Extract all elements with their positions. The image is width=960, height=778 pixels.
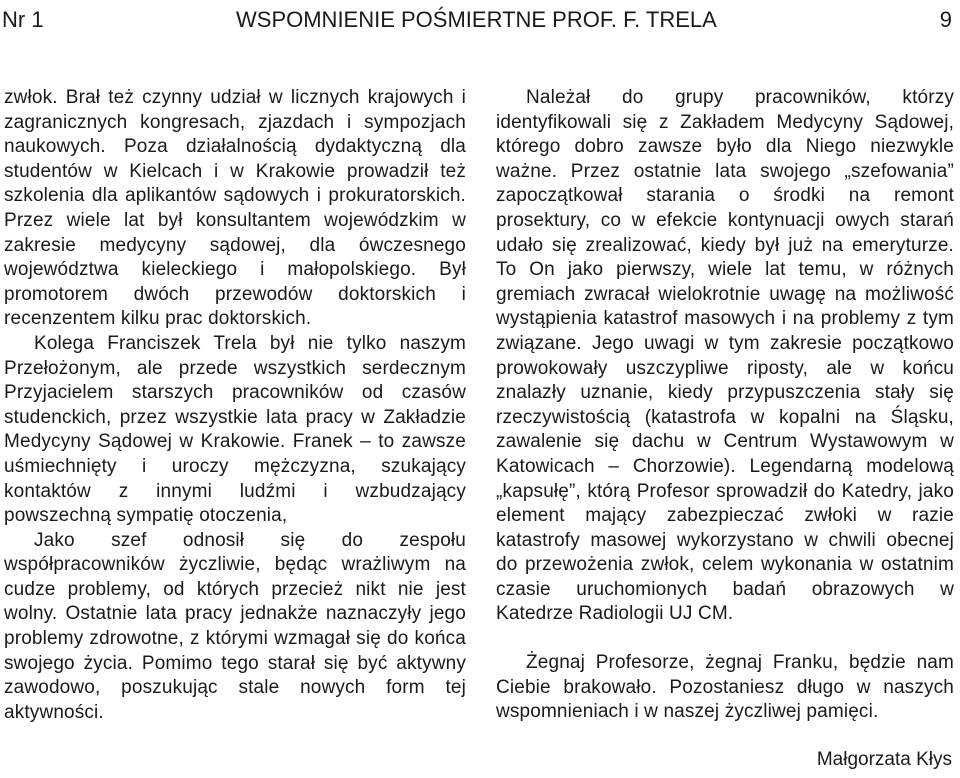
left-paragraph-1: zwłok. Brał też czynny udział w licznych krajowych i zagranicznych kongresach, zjazdach i sympozjach naukowych. Poza działalnością dydaktyczną dla studentów w Kielcach i w Krakowie prowadził też szkolenia dla aplikantów sądowych i prokuratorskich. Przez wiele lat był konsultantem wojewódzkim w zakresie medycyny sądowej, dla ówczesnego województwa kieleckiego i małopolskiego. Był promotorem dwóch przewodów doktorskich i recenzentem kilku prac doktorskich. [4, 87, 466, 330]
left-paragraph-3: Jako szef odnosił się do zespołu współpracowników życzliwie, będąc wrażliwym na cudze problemy, od których przecież nikt nie jest wolny. Ostatnie lata pracy jednakże naznaczyły jego problemy zdrowotne, z którymi wzmagał się do końca swojego życia. Pomimo tego starał się być aktywny zawodowo, poszukując stale nowych form tej aktywności. [4, 529, 466, 723]
author-signature: Małgorzata Kłys [816, 749, 952, 770]
section-title: WSPOMNIENIE POŚMIERTNE PROF. F. TRELA [236, 7, 717, 32]
right-column [496, 86, 954, 725]
right-paragraph-1: Należał do grupy pracowników, którzy identyfikowali się z Zakładem Medycyny Sądowej, którego dobro zawsze było dla Niego niezwykle ważne. Przez ostatnie lata swojego „szefowania” zapoczątkował starania o środki na remont prosektury, co w efekcie kontynuacji owych starań udało się zrealizować, kiedy był już na emeryturze. To On jako pierwszy, wiele lat temu, w różnych gremiach zwracał wielokrotnie uwagę na możliwość wystąpienia katastrof masowych i na problemy z tym związane. Jego uwagi w tym zakresie początkowo prowokowały uszczypliwe riposty, ale w końcu znalazły uznanie, kiedy przypuszczenia stały się rzeczywistością (katastrofa w kopalni na Śląsku, zawalenie się dachu w Centrum Wystawowym w Katowicach – Chorzowie). Legendarną modelową „kapsułę”, którą Profesor sprowadził do Katedry, jako element mający zabezpieczać zwłoki w razie katastrofy masowej wykorzystano w chwili obecnej do przewożenia zwłok, celem wykonania w ostatnim czasie uruchomionych badań obrazowych w Katedrze Radiologii UJ CM. [496, 87, 954, 625]
left-paragraph-2: Kolega Franciszek Trela był nie tylko naszym Przełożonym, ale przede wszystkich serdecznym Przyjacielem starszych pracowników od czasów studenckich, przez wszystkie lata pracy w Zakładzie Medycyny Sądowej w Krakowie. Franek – to zawsze uśmiechnięty i uroczy mężczyzna, szukający kontaktów z innymi ludźmi i wzbudzający powszechną sympatię otoczenia, [4, 332, 466, 527]
farewell-paragraph: Żegnaj Profesorze, żegnaj Franku, będzie nam Ciebie brakowało. Pozostaniesz długo w naszych wspomnieniach i w naszej życzliwej pamięci. [496, 652, 954, 723]
page-header [2, 4, 952, 36]
page-number: 9 [939, 7, 952, 32]
issue-number: Nr 1 [2, 7, 44, 32]
paragraph-gap [496, 627, 954, 651]
left-column [4, 86, 466, 725]
